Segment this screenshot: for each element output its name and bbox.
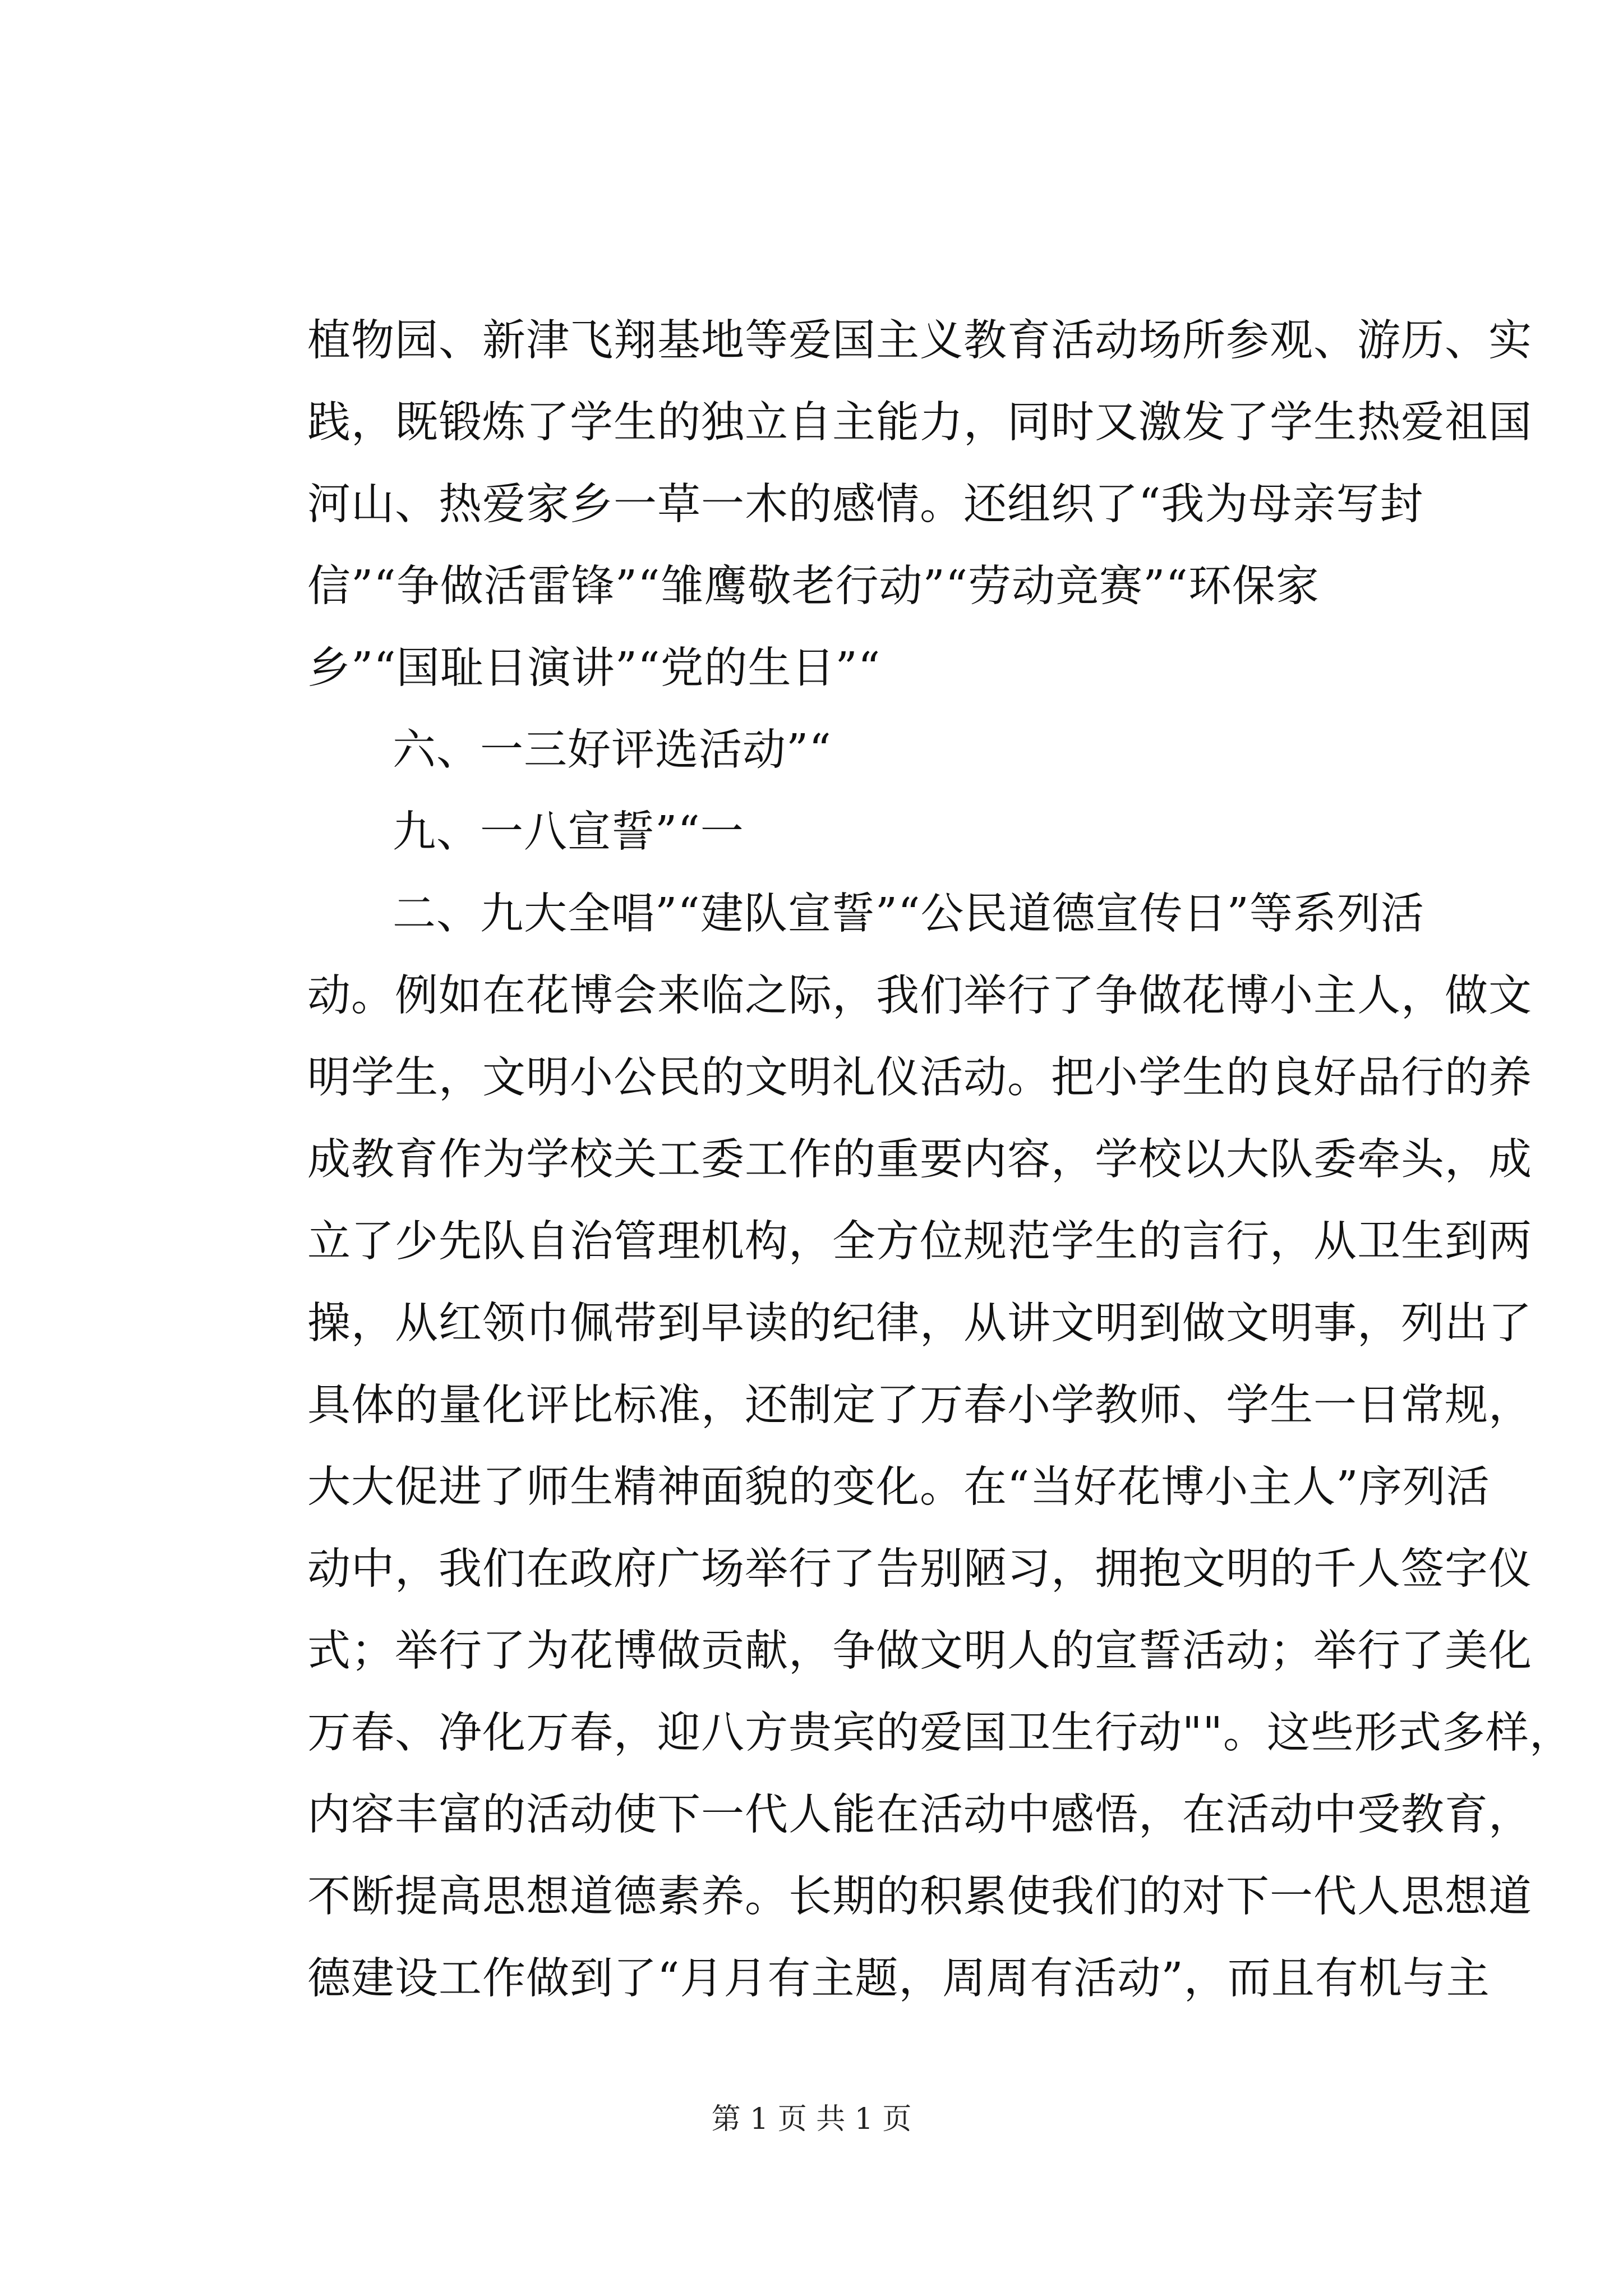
text-line: 河山、热爱家乡一草一木的感情。还组织了“我为母亲写封 <box>307 480 1424 530</box>
text-line: 信”“争做活雷锋”“雏鹰敬老行动”“劳动竞赛”“环保家 <box>307 562 1320 611</box>
text-line: 九、一八宣誓”“一 <box>393 807 744 857</box>
text-line: 明学生，文明小公民的文明礼仪活动。把小学生的良好品行的养 <box>307 1053 1532 1103</box>
text-line: 具体的量化评比标准，还制定了万春小学教师、学生一日常规， <box>307 1381 1532 1430</box>
text-line: 二、九大全唱”“建队宣誓”“公民道德宣传日”等系列活 <box>393 889 1424 939</box>
page-footer <box>0 2097 1623 2142</box>
text-line: 乡”“国耻日演讲”“党的生日”“ <box>307 643 881 693</box>
text-line: 内容丰富的活动使下一代人能在活动中感悟，在活动中受教育， <box>307 1790 1532 1840</box>
text-line: 动中，我们在政府广场举行了告别陋习，拥抱文明的千人签字仪 <box>307 1544 1532 1594</box>
text-line: 立了少先队自治管理机构，全方位规范学生的言行，从卫生到两 <box>307 1217 1532 1267</box>
text-line: 六、一三好评选活动”“ <box>393 725 832 775</box>
page-number-label: 第 1 页 共 1 页 <box>711 2102 912 2136</box>
text-line: 动。例如在花博会来临之际，我们举行了争做花博小主人，做文 <box>307 971 1532 1021</box>
text-line: 万春、净化万春，迎八方贵宾的爱国卫生行动""。这些形式多样， <box>307 1708 1573 1758</box>
text-line: 植物园、新津飞翔基地等爱国主义教育活动场所参观、游历、实 <box>307 316 1532 366</box>
text-line: 大大促进了师生精神面貌的变化。在“当好花博小主人”序列活 <box>307 1462 1490 1512</box>
text-line: 践，既锻炼了学生的独立自主能力，同时又激发了学生热爱祖国 <box>307 398 1532 448</box>
text-line: 成教育作为学校关工委工作的重要内容，学校以大队委牵头，成 <box>307 1135 1532 1185</box>
text-line: 不断提高思想道德素养。长期的积累使我们的对下一代人思想道 <box>307 1872 1532 1922</box>
body-text <box>307 300 1573 2020</box>
text-line: 式；举行了为花博做贡献，争做文明人的宣誓活动；举行了美化 <box>307 1626 1532 1676</box>
text-line: 操，从红领巾佩带到早读的纪律，从讲文明到做文明事，列出了 <box>307 1299 1532 1349</box>
text-line: 德建设工作做到了“月月有主题，周周有活动”，而且有机与主 <box>307 1954 1490 2004</box>
